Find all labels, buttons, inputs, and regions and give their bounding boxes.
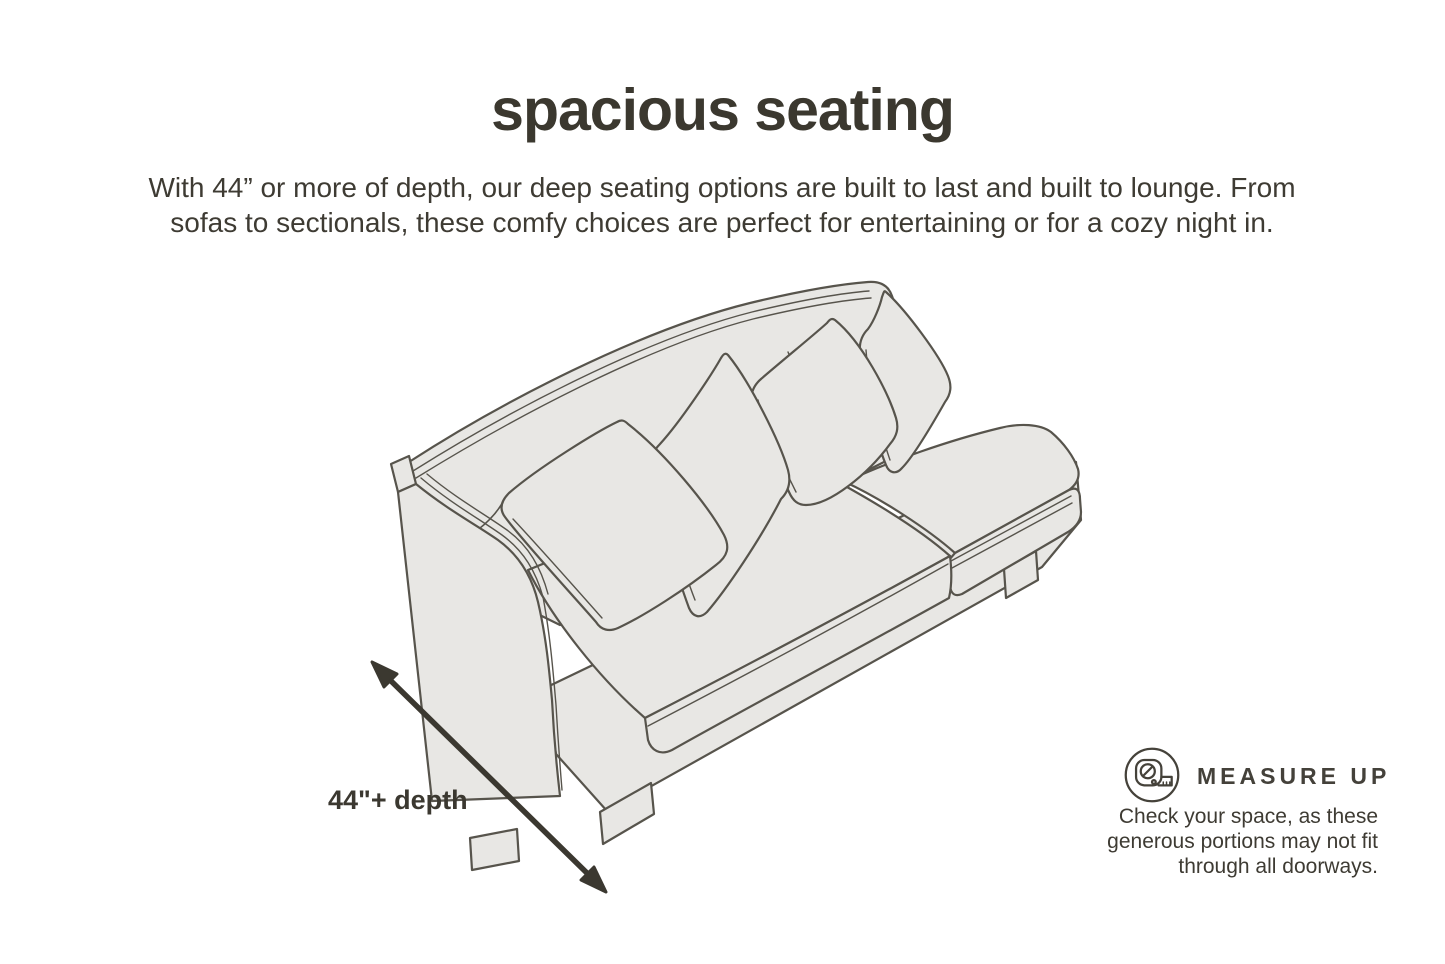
tape-measure-icon <box>1122 745 1182 805</box>
page-description <box>122 170 1322 240</box>
dimension-label: 44"+ depth <box>328 785 468 815</box>
measure-note-line-1: Check your space, as these <box>1118 805 1378 828</box>
measure-up-note <box>1048 804 1378 879</box>
sofa-illustration <box>330 255 1110 915</box>
measure-note-line-2: generous portions may not fit <box>1107 830 1378 853</box>
measure-up-heading: MEASURE UP <box>1197 763 1391 789</box>
description-line-2: sofas to sectionals, these comfy choices are perfect for entertaining or for a cozy night in. <box>170 207 1274 238</box>
tape-measure-nub <box>1152 780 1156 784</box>
tape-measure-icon-circle <box>1126 749 1179 802</box>
description-line-1: With 44” or more of depth, our deep seating options are built to last and built to lounge. From <box>148 172 1296 203</box>
measure-note-line-3: through all doorways. <box>1178 855 1378 878</box>
sofa-foot-under-arm <box>470 829 519 870</box>
page-title: spacious seating <box>491 77 954 143</box>
tape-measure-reel-slash <box>1144 768 1152 776</box>
